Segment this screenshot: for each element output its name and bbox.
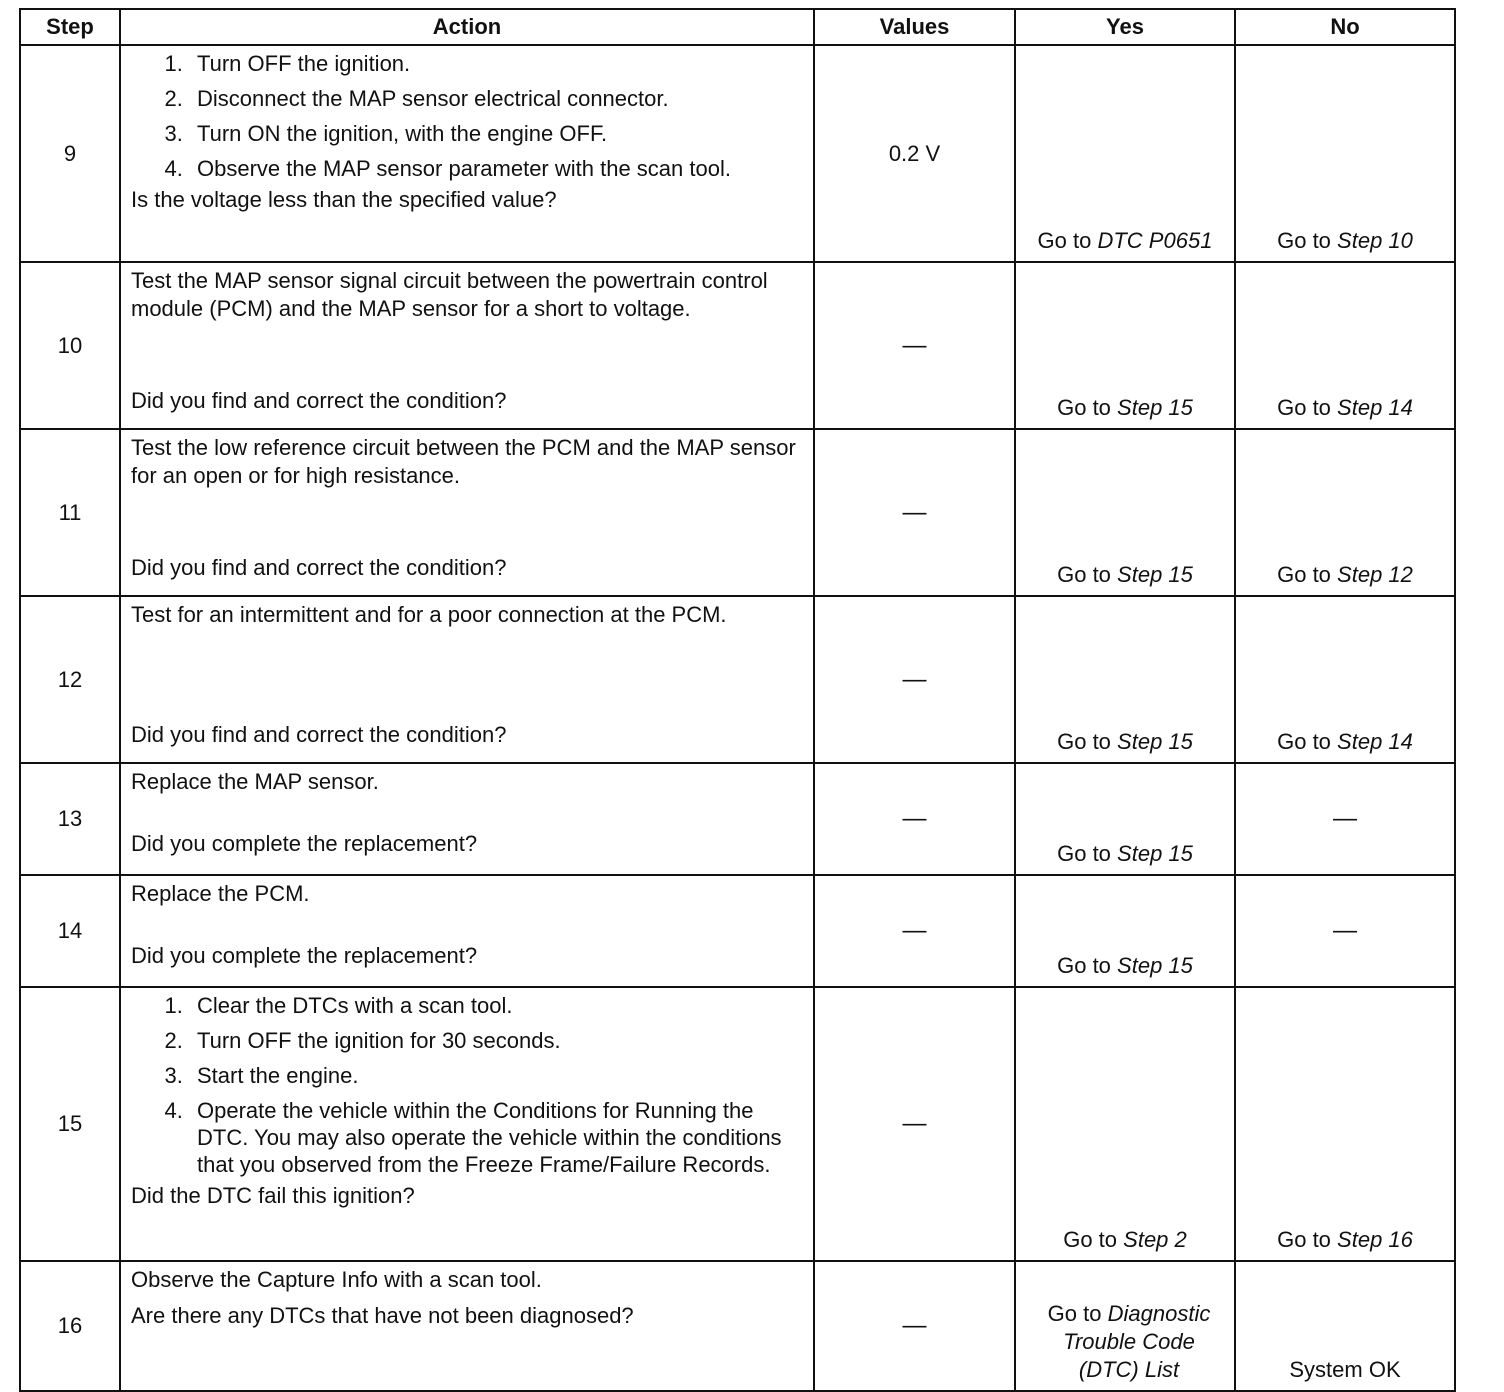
action-item: 4. Operate the vehicle within the Conditions for Running the DTC. You may also operate the vehicle within the conditions that you observed from the Freeze Frame/Failure Records.: [189, 1097, 803, 1178]
no-prefix: Go to: [1277, 1227, 1331, 1252]
header-row: [20, 9, 1455, 45]
no-cell: System OK: [1235, 1261, 1455, 1391]
no-cell: [1235, 429, 1455, 596]
no-cell: [1235, 262, 1455, 429]
no-link[interactable]: Step 16: [1337, 1227, 1413, 1252]
action-text: Test the low reference circuit between the PCM and the MAP sensor for an open or for high resistance.: [131, 435, 796, 488]
no-prefix: Go to: [1277, 729, 1331, 754]
yes-link[interactable]: Step 15: [1117, 729, 1193, 754]
yes-prefix: Go to: [1037, 228, 1092, 253]
action-cell: [120, 763, 814, 875]
no-cell: —: [1235, 875, 1455, 987]
no-link[interactable]: Step 10: [1337, 228, 1413, 253]
action-question: Did the DTC fail this ignition?: [131, 1183, 415, 1208]
step-number: 14: [20, 875, 120, 987]
yes-link[interactable]: Diagnostic Trouble Code (DTC) List: [1063, 1301, 1211, 1382]
action-question: Did you complete the replacement?: [131, 831, 478, 856]
yes-cell: [1015, 45, 1235, 262]
action-cell: [120, 262, 814, 429]
header-step: Step: [20, 9, 120, 45]
action-item: 1. Turn OFF the ignition.: [189, 50, 803, 77]
action-item: 2. Disconnect the MAP sensor electrical connector.: [189, 85, 803, 112]
yes-link[interactable]: Step 15: [1117, 395, 1193, 420]
value-cell: —: [814, 429, 1015, 596]
action-question: Is the voltage less than the specified value?: [131, 187, 557, 212]
table-row: [20, 875, 1455, 987]
diagnostic-table: [19, 8, 1456, 1392]
value-cell: —: [814, 1261, 1015, 1391]
value-cell: —: [814, 875, 1015, 987]
no-link[interactable]: Step 12: [1337, 562, 1413, 587]
action-text: Observe the Capture Info with a scan tool.: [131, 1267, 542, 1292]
yes-cell: [1015, 262, 1235, 429]
action-question: Did you find and correct the condition?: [131, 555, 507, 580]
table-row: [20, 429, 1455, 596]
yes-prefix: Go to: [1063, 1227, 1118, 1252]
yes-prefix: Go to: [1057, 953, 1111, 978]
yes-cell: [1015, 596, 1235, 763]
value-cell: —: [814, 987, 1015, 1261]
action-cell: [120, 1261, 814, 1391]
yes-link[interactable]: Step 15: [1117, 953, 1193, 978]
no-cell: —: [1235, 763, 1455, 875]
action-question: Did you find and correct the condition?: [131, 388, 507, 413]
yes-link[interactable]: Step 15: [1117, 841, 1193, 866]
yes-prefix: Go to: [1057, 395, 1111, 420]
action-list: [131, 992, 803, 1178]
action-list: [131, 50, 803, 182]
step-number: 15: [20, 987, 120, 1261]
table-row: [20, 45, 1455, 262]
action-item: 1. Clear the DTCs with a scan tool.: [189, 992, 803, 1019]
yes-cell: [1015, 875, 1235, 987]
value-cell: 0.2 V: [814, 45, 1015, 262]
table-row: [20, 596, 1455, 763]
action-item: 3. Start the engine.: [189, 1062, 803, 1089]
table-row: [20, 763, 1455, 875]
yes-cell: [1015, 763, 1235, 875]
action-cell: [120, 429, 814, 596]
table-row: [20, 1261, 1455, 1391]
yes-prefix: Go to: [1047, 1301, 1102, 1326]
action-text: Test for an intermittent and for a poor connection at the PCM.: [131, 602, 727, 627]
action-question: Did you find and correct the condition?: [131, 722, 507, 747]
step-number: 16: [20, 1261, 120, 1391]
step-number: 9: [20, 45, 120, 262]
value-cell: —: [814, 763, 1015, 875]
step-number: 13: [20, 763, 120, 875]
no-link[interactable]: Step 14: [1337, 729, 1413, 754]
header-values: Values: [814, 9, 1015, 45]
yes-prefix: Go to: [1057, 841, 1111, 866]
step-number: 11: [20, 429, 120, 596]
action-text: Replace the MAP sensor.: [131, 769, 379, 794]
yes-link[interactable]: Step 15: [1117, 562, 1193, 587]
action-question: Are there any DTCs that have not been diagnosed?: [131, 1303, 634, 1328]
yes-cell: [1015, 1261, 1235, 1391]
step-number: 12: [20, 596, 120, 763]
table-row: [20, 987, 1455, 1261]
value-cell: —: [814, 596, 1015, 763]
no-cell: [1235, 45, 1455, 262]
table-row: [20, 262, 1455, 429]
action-question: Did you complete the replacement?: [131, 943, 478, 968]
action-item: 2. Turn OFF the ignition for 30 seconds.: [189, 1027, 803, 1054]
value-cell: —: [814, 262, 1015, 429]
action-item: 4. Observe the MAP sensor parameter with the scan tool.: [189, 155, 803, 182]
action-cell: [120, 987, 814, 1261]
no-prefix: Go to: [1277, 395, 1331, 420]
action-item: 3. Turn ON the ignition, with the engine OFF.: [189, 120, 803, 147]
yes-prefix: Go to: [1057, 562, 1111, 587]
action-cell: [120, 875, 814, 987]
no-prefix: Go to: [1277, 228, 1331, 253]
header-yes: Yes: [1015, 9, 1235, 45]
step-number: 10: [20, 262, 120, 429]
no-cell: [1235, 596, 1455, 763]
yes-link[interactable]: Step 2: [1123, 1227, 1187, 1252]
no-link[interactable]: Step 14: [1337, 395, 1413, 420]
yes-prefix: Go to: [1057, 729, 1111, 754]
no-cell: [1235, 987, 1455, 1261]
header-action: Action: [120, 9, 814, 45]
action-text: Test the MAP sensor signal circuit between the powertrain control module (PCM) and the MAP sensor for a short to voltage.: [131, 268, 768, 321]
action-text: Replace the PCM.: [131, 881, 310, 906]
yes-cell: [1015, 987, 1235, 1261]
action-cell: [120, 45, 814, 262]
yes-cell: [1015, 429, 1235, 596]
header-no: No: [1235, 9, 1455, 45]
yes-link[interactable]: DTC P0651: [1097, 228, 1213, 253]
action-cell: [120, 596, 814, 763]
no-prefix: Go to: [1277, 562, 1331, 587]
